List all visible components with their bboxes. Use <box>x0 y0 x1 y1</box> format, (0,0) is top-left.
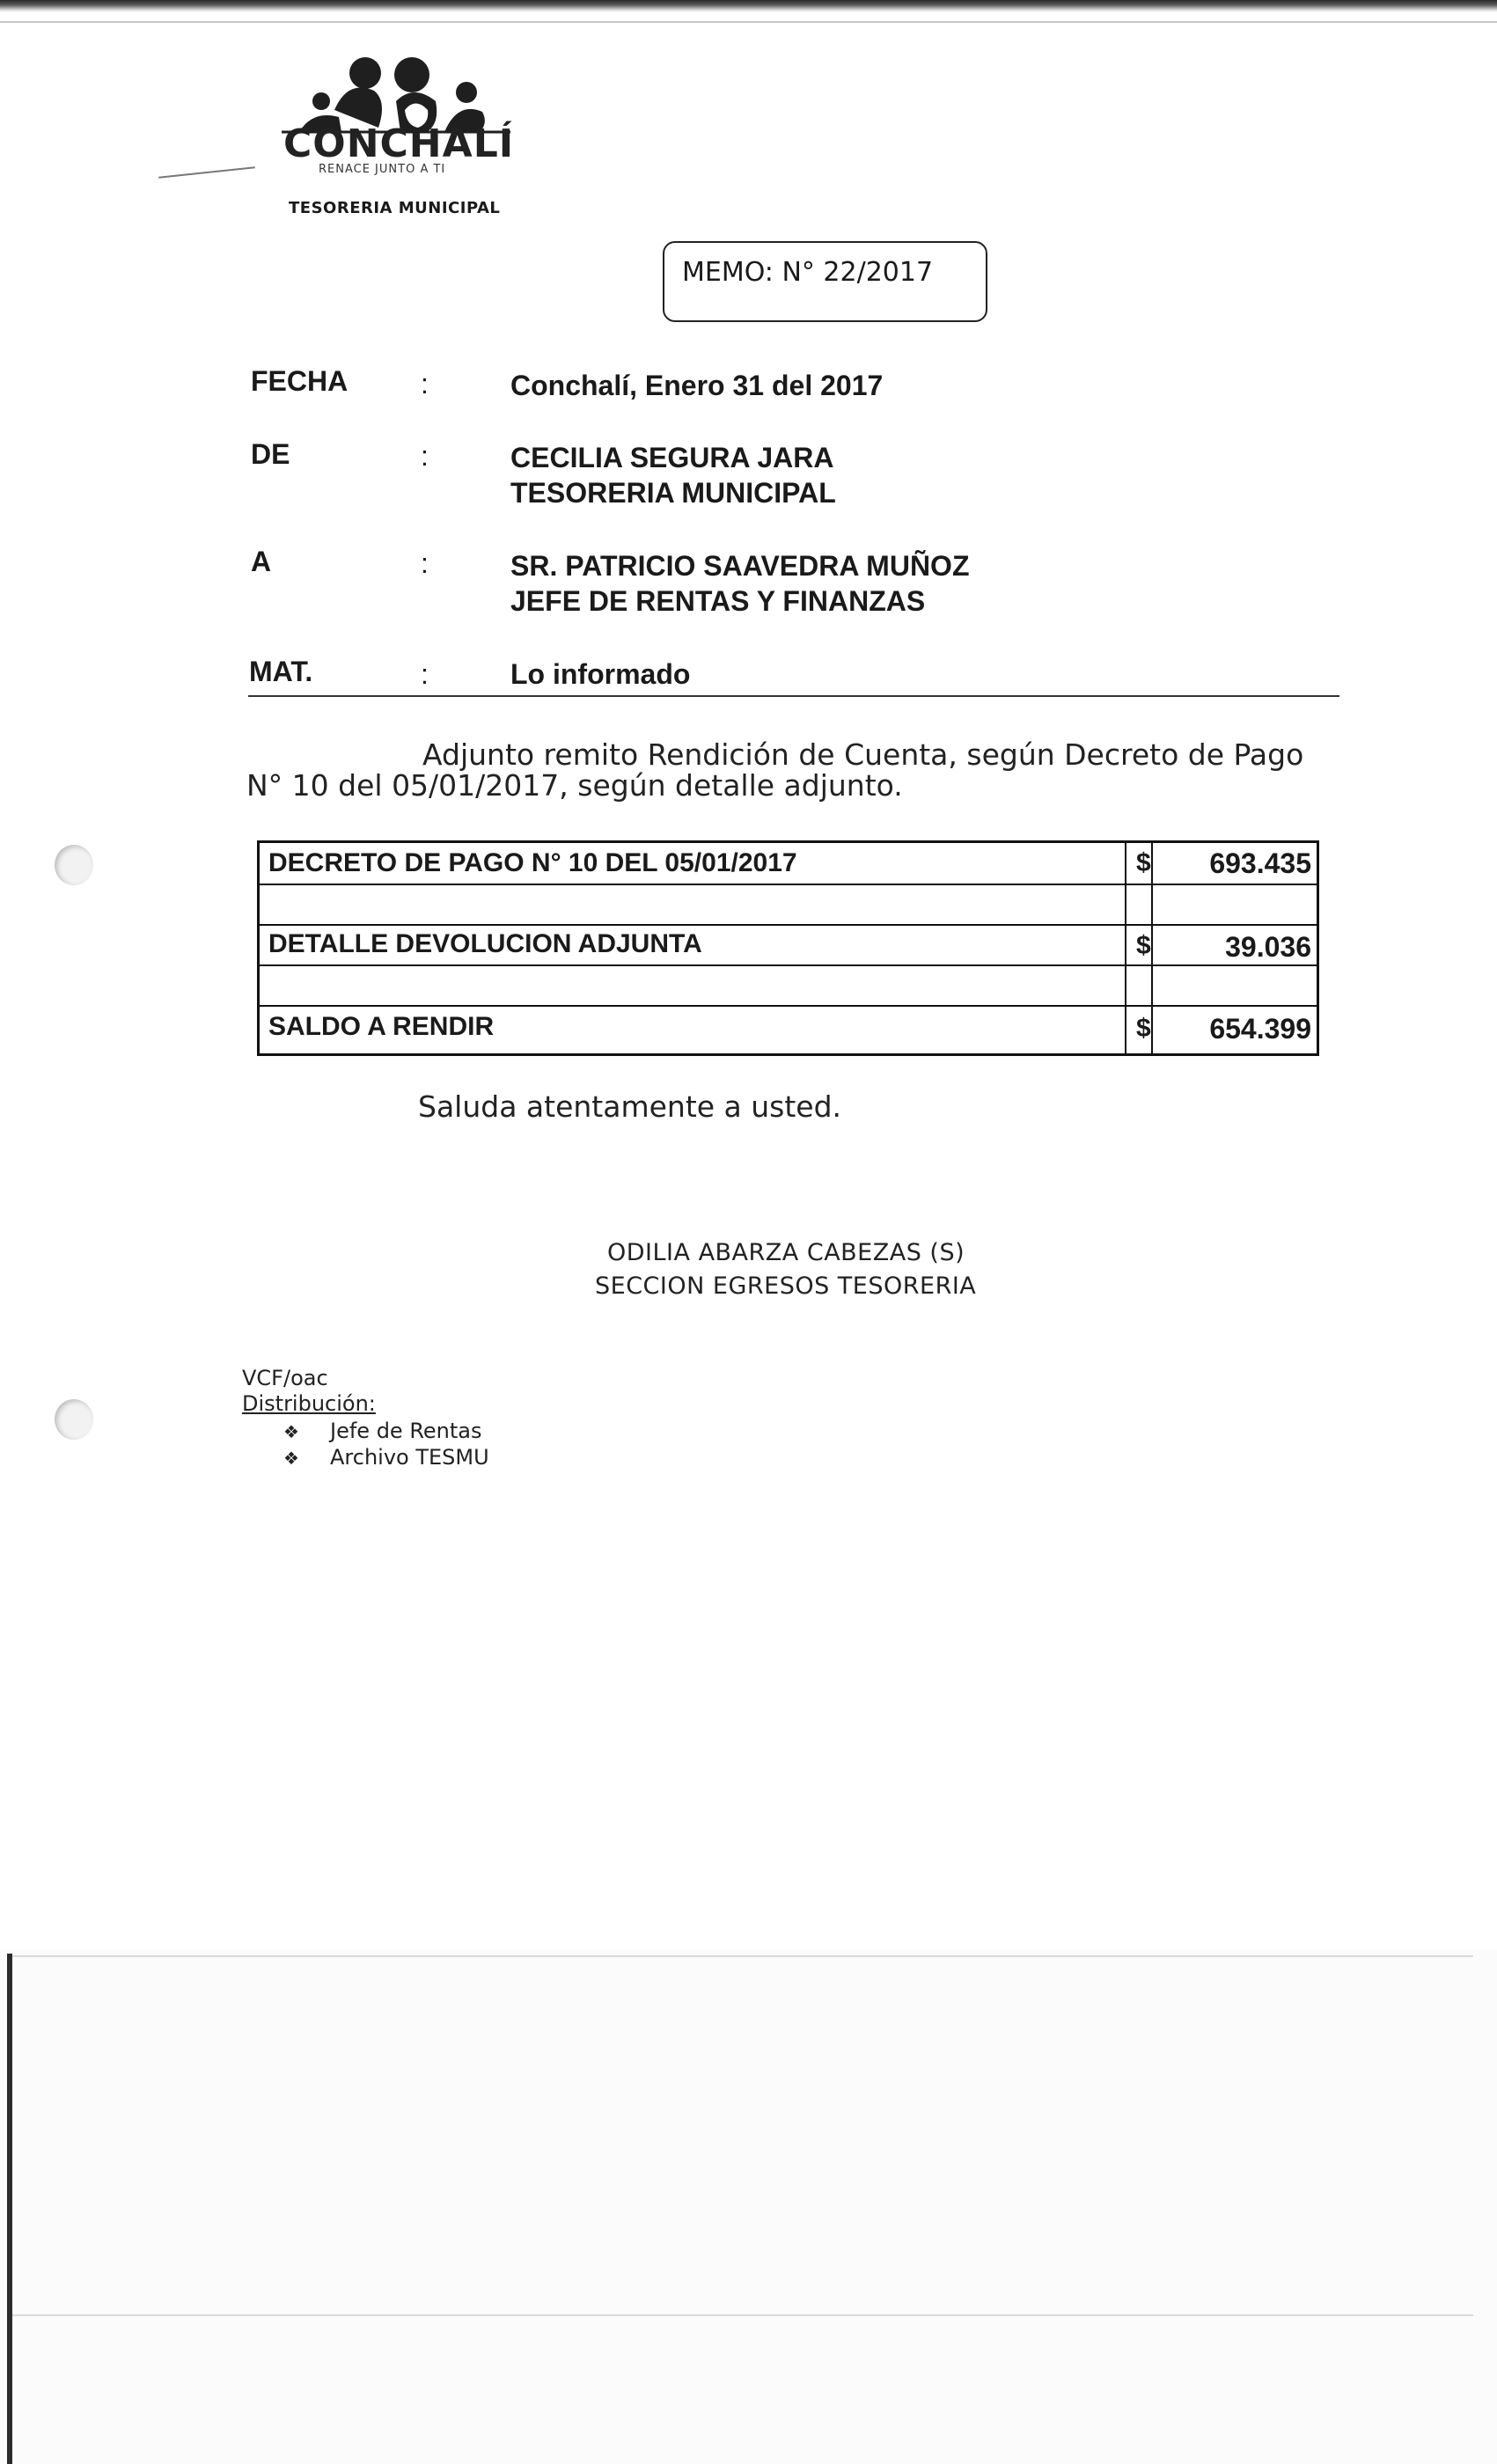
table-row-currency: $ <box>1136 931 1151 960</box>
field-colon: : <box>421 440 429 472</box>
field-label-de: DE <box>251 438 290 470</box>
summary-table <box>257 840 1319 1056</box>
field-label-a: A <box>251 546 272 577</box>
distribution-label: Distribución: <box>242 1391 376 1416</box>
table-row-currency: $ <box>1136 848 1151 877</box>
distribution-item: Jefe de Rentas <box>330 1419 482 1443</box>
body-line-2: N° 10 del 05/01/2017, según detalle adjunto. <box>246 768 903 803</box>
table-row-label: SALDO A RENDIR <box>268 1012 495 1041</box>
scan-left-edge <box>7 1954 12 2464</box>
memo-number: MEMO: N° 22/2017 <box>682 257 934 288</box>
closing-text: Saluda atentamente a usted. <box>418 1089 842 1124</box>
scan-top-line <box>0 21 1497 23</box>
punch-hole <box>55 845 93 885</box>
pen-mark <box>158 166 255 178</box>
table-divider <box>260 884 1317 885</box>
field-value-a-line2: JEFE DE RENTAS Y FINANZAS <box>510 585 926 617</box>
diamond-bullet-icon: ❖ <box>283 1448 299 1469</box>
table-divider <box>1151 843 1153 1053</box>
scan-line <box>12 2314 1473 2316</box>
field-colon: : <box>421 547 429 579</box>
table-row-amount: 39.036 <box>1225 931 1311 963</box>
scan-top-edge <box>0 0 1497 12</box>
table-divider <box>260 964 1317 966</box>
diamond-bullet-icon: ❖ <box>283 1421 299 1442</box>
logo-wordmark: CONCHALÍ <box>283 121 515 166</box>
field-value-de-line1: CECILIA SEGURA JARA <box>510 442 834 473</box>
field-colon: : <box>421 658 429 690</box>
signatory-name: ODILIA ABARZA CABEZAS (S) <box>607 1239 965 1266</box>
distribution-item: Archivo TESMU <box>330 1445 489 1470</box>
field-label-fecha: FECHA <box>251 365 349 397</box>
table-divider <box>1125 843 1126 1053</box>
table-divider <box>260 924 1317 926</box>
field-value-de-line2: TESORERIA MUNICIPAL <box>510 477 836 509</box>
table-row-label: DETALLE DEVOLUCION ADJUNTA <box>268 929 702 958</box>
field-colon: : <box>421 368 429 400</box>
field-value-fecha: Conchalí, Enero 31 del 2017 <box>510 370 884 401</box>
body-line-1: Adjunto remito Rendición de Cuenta, según Decreto de Pago <box>422 737 1304 772</box>
scan-bottom-area <box>0 1949 1497 2464</box>
punch-hole <box>55 1399 93 1440</box>
table-row-amount: 693.435 <box>1209 847 1311 879</box>
reference-initials: VCF/oac <box>242 1366 328 1390</box>
table-row-currency: $ <box>1136 1014 1151 1043</box>
table-row-amount: 654.399 <box>1209 1013 1311 1045</box>
field-value-mat: Lo informado <box>510 658 691 690</box>
logo-tagline: RENACE JUNTO A TI <box>319 163 446 176</box>
department-name: TESORERIA MUNICIPAL <box>289 199 501 217</box>
scan-line <box>12 1955 1473 1957</box>
field-value-a-line1: SR. PATRICIO SAAVEDRA MUÑOZ <box>510 550 970 582</box>
table-row-label: DECRETO DE PAGO N° 10 DEL 05/01/2017 <box>268 848 797 877</box>
field-label-mat: MAT. <box>249 656 313 687</box>
table-divider <box>260 1005 1317 1007</box>
signatory-title: SECCION EGRESOS TESORERIA <box>595 1272 977 1300</box>
header-divider <box>248 695 1339 697</box>
